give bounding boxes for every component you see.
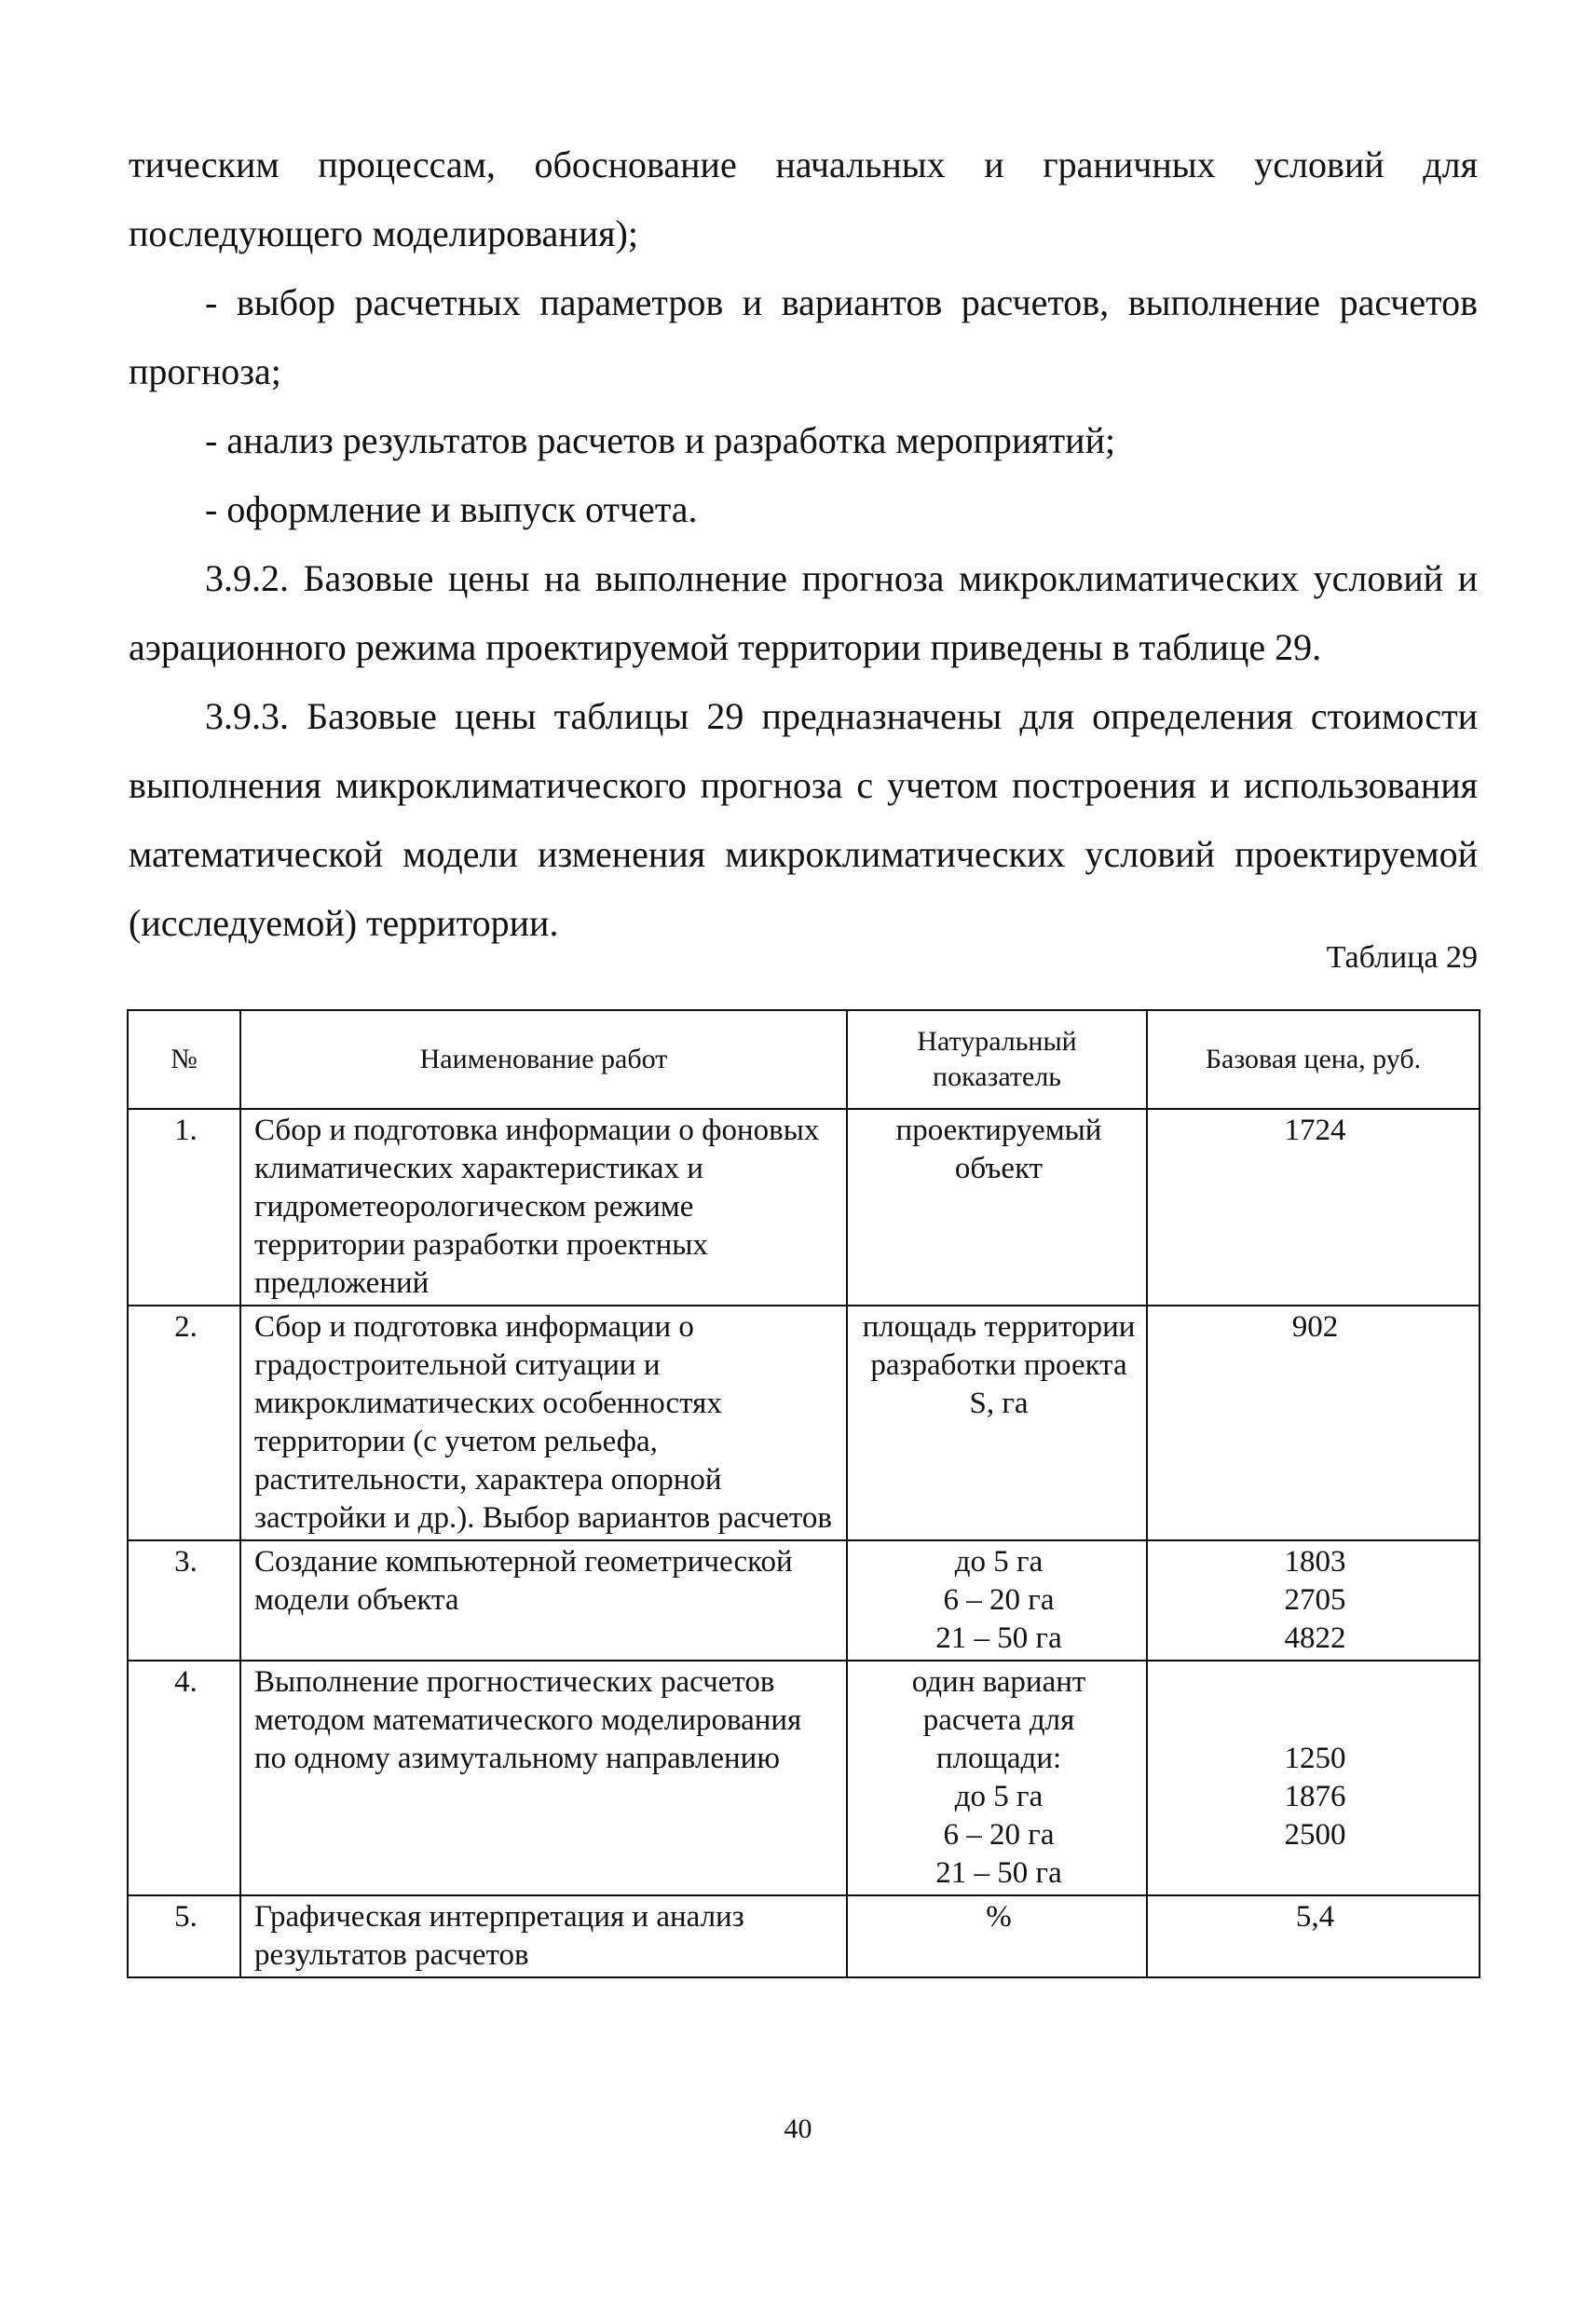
unit-line: проектируемый объект [895, 1114, 1102, 1185]
cell-num: 3. [128, 1540, 240, 1661]
price-line: 1876 [1284, 1780, 1346, 1813]
price-table [127, 1009, 1480, 1978]
body-text [129, 130, 1478, 958]
page-number: 40 [784, 2113, 812, 2144]
table-row [128, 1661, 1480, 1895]
price-line: 5,4 [1295, 1900, 1335, 1934]
price-line: 1250 [1284, 1742, 1346, 1775]
cell-unit [847, 1540, 1147, 1661]
paragraph: 3.9.3. Базовые цены таблицы 29 предназначены для определения стоимости выполнения микроклиматического прогноза с учетом построения и использования математической модели изменения микроклиматических условий проектируемой (исследуемой) территории. [129, 695, 1478, 944]
unit-line: 6 – 20 га [943, 1818, 1055, 1852]
cell-num: 2. [128, 1306, 240, 1540]
price-line: 1724 [1284, 1114, 1346, 1147]
header-num: № [128, 1010, 240, 1109]
table-row [128, 1109, 1480, 1306]
paragraph: - оформление и выпуск отчета. [205, 488, 698, 530]
header-price: Базовая цена, руб. [1147, 1010, 1480, 1109]
unit-line: 21 – 50 га [935, 1856, 1062, 1890]
cell-price [1147, 1540, 1480, 1661]
cell-price [1147, 1661, 1480, 1895]
paragraph: - анализ результатов расчетов и разработка мероприятий; [205, 419, 1116, 461]
unit-line: 6 – 20 га [943, 1583, 1055, 1617]
cell-unit [847, 1661, 1147, 1895]
cell-price [1147, 1306, 1480, 1540]
table-header-row [128, 1010, 1480, 1109]
price-line [1161, 1702, 1469, 1740]
cell-num: 4. [128, 1661, 240, 1895]
cell-unit [847, 1109, 1147, 1306]
price-table-container [127, 1009, 1479, 1978]
price-line: 2500 [1284, 1818, 1346, 1852]
price-line: 902 [1291, 1310, 1339, 1344]
cell-work-name: Сбор и подготовка информации о градостроительной ситуации и микроклиматических особенностях территории (с учетом рельефа, растительности, характера опорной застройки и др.). Выбор вариантов расчетов [240, 1306, 847, 1540]
paragraph: тическим процессам, обоснование начальных и граничных условий для последующего моделирования); [129, 144, 1478, 254]
paragraph: 3.9.2. Базовые цены на выполнение прогноза микроклиматических условий и аэрационного режима проектируемой территории приведены в таблице 29. [129, 557, 1478, 668]
table-body [128, 1109, 1480, 1977]
price-line: 4822 [1284, 1621, 1346, 1655]
cell-work-name: Графическая интерпретация и анализ результатов расчетов [240, 1895, 847, 1977]
cell-unit [847, 1895, 1147, 1977]
cell-price [1147, 1109, 1480, 1306]
cell-num: 1. [128, 1109, 240, 1306]
table-caption: Таблица 29 [1326, 940, 1478, 975]
table-row [128, 1895, 1480, 1977]
unit-line: до 5 га [954, 1545, 1044, 1579]
price-line: 1803 [1284, 1545, 1346, 1579]
cell-work-name: Выполнение прогностических расчетов методом математического моделирования по одному азимутальному направлению [240, 1661, 847, 1895]
unit-line: один вариант расчета для площади: [911, 1665, 1086, 1775]
cell-unit [847, 1306, 1147, 1540]
unit-line: % [986, 1900, 1012, 1934]
table-row [128, 1540, 1480, 1661]
unit-line: площадь территории разработки проекта S, га [862, 1310, 1136, 1420]
header-name: Наименование работ [240, 1010, 847, 1109]
cell-work-name: Создание компьютерной геометрической модели объекта [240, 1540, 847, 1661]
table-row [128, 1306, 1480, 1540]
unit-line: 21 – 50 га [935, 1621, 1062, 1655]
cell-num: 5. [128, 1895, 240, 1977]
header-unit: Натуральный показатель [847, 1010, 1147, 1109]
paragraph: - выбор расчетных параметров и вариантов расчетов, выполнение расчетов прогноза; [129, 281, 1478, 392]
cell-price [1147, 1895, 1480, 1977]
unit-line: до 5 га [954, 1780, 1044, 1813]
price-line: 2705 [1284, 1583, 1346, 1617]
price-line [1161, 1663, 1469, 1702]
cell-work-name: Сбор и подготовка информации о фоновых климатических характеристиках и гидрометеорологическом режиме территории разработки проектных предложений [240, 1109, 847, 1306]
